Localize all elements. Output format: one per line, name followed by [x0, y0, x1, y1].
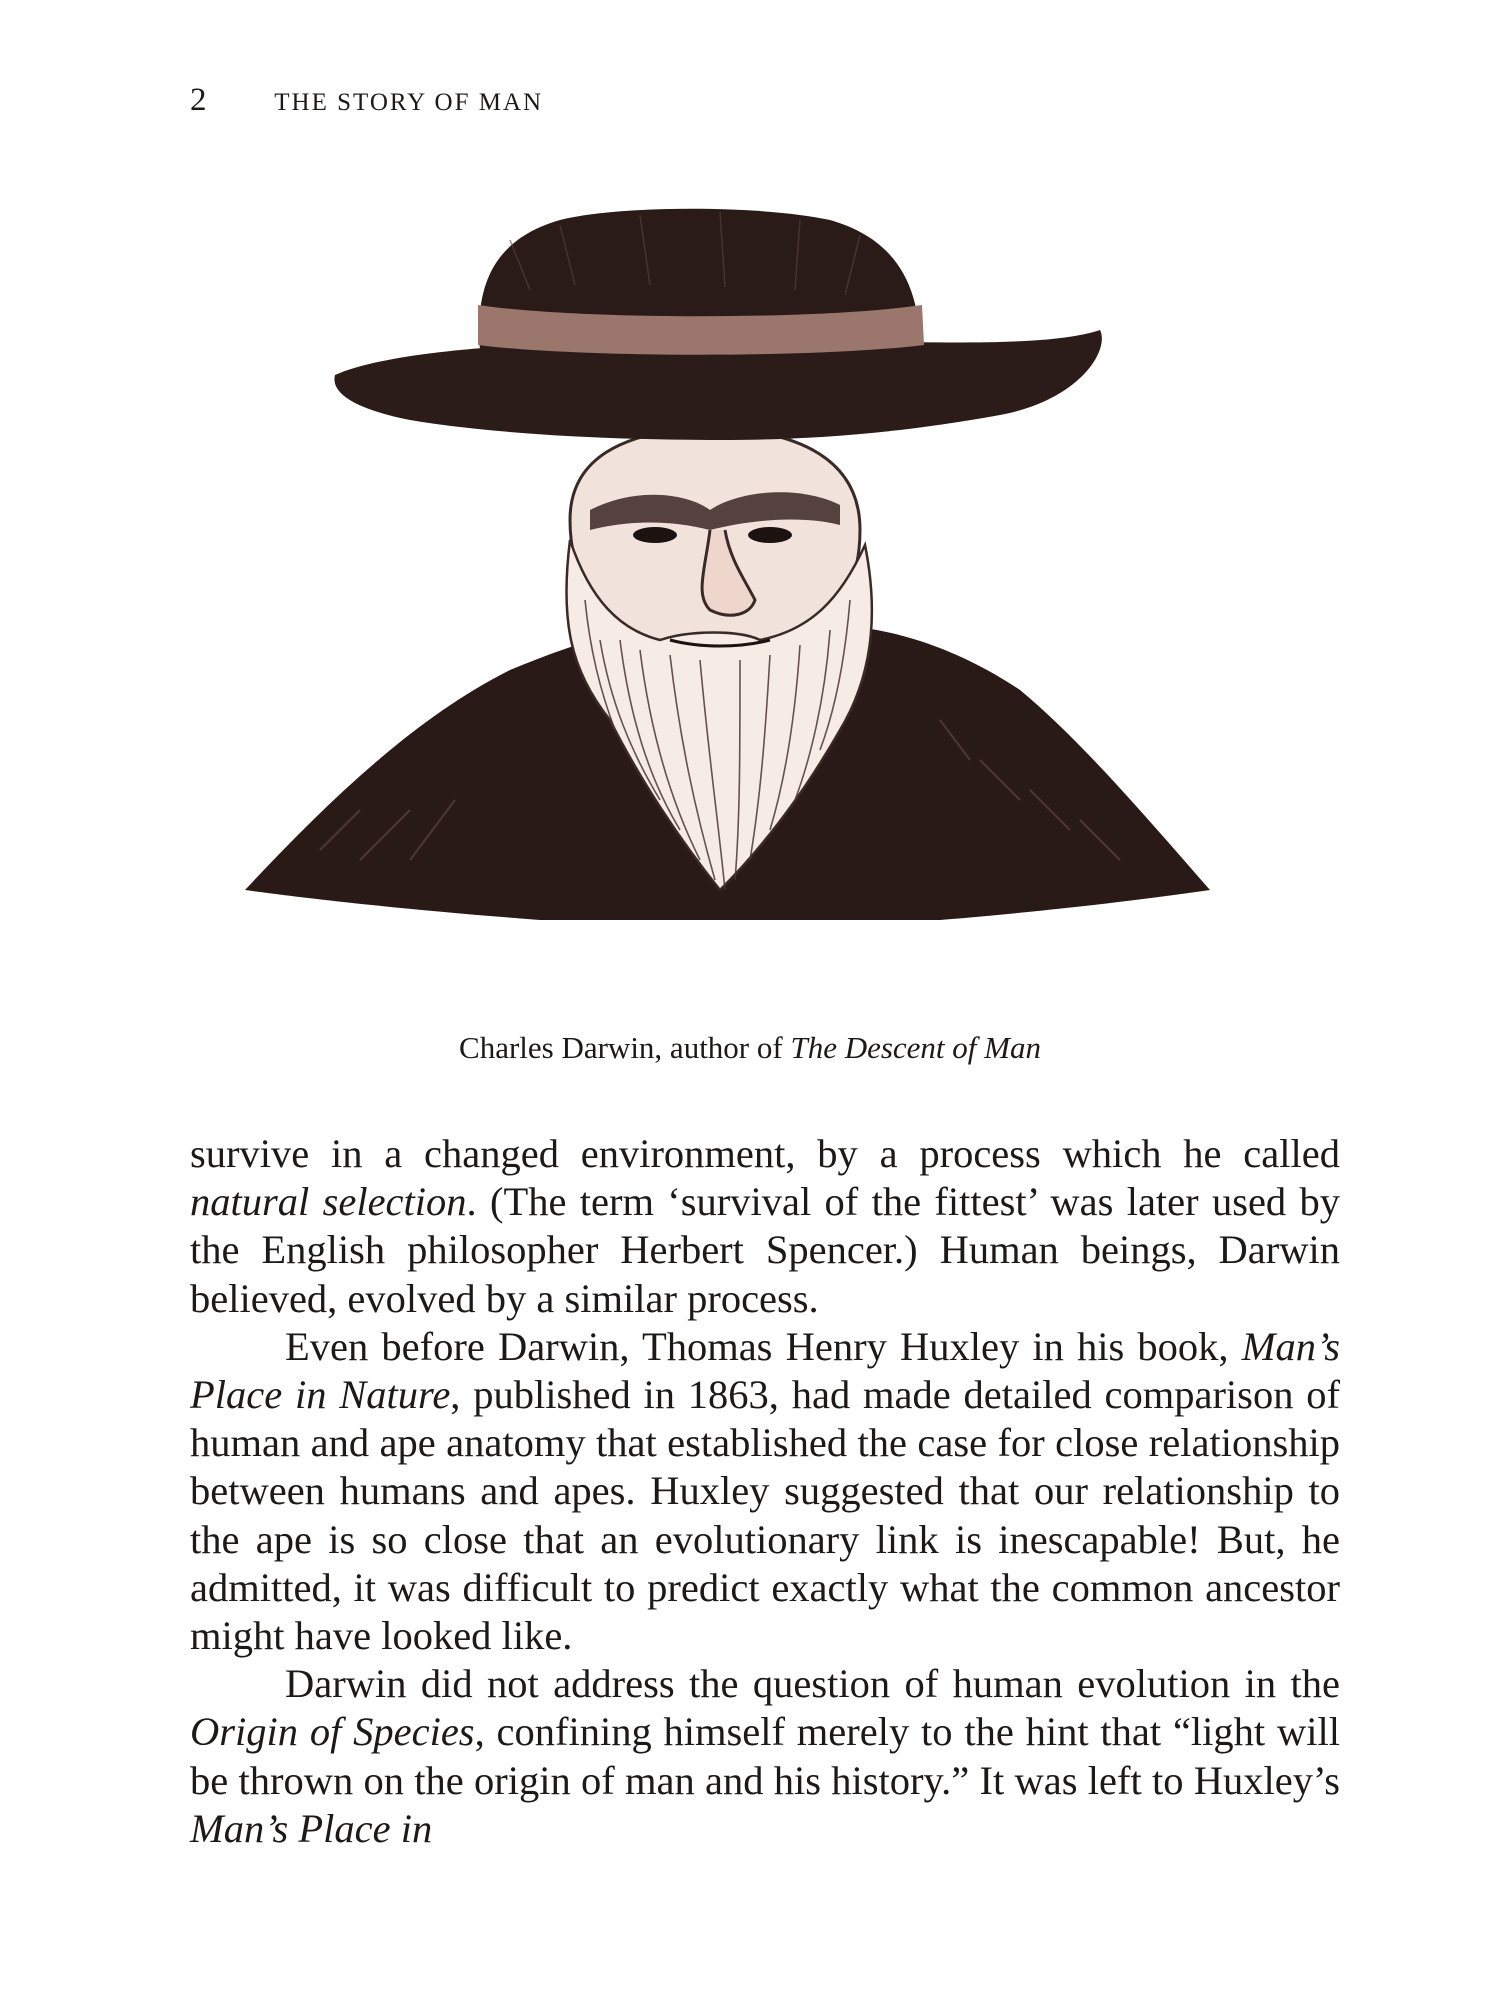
paragraph-3 — [190, 1660, 1340, 1853]
text-segment: Darwin did not address the question of human evolution in the — [285, 1661, 1340, 1707]
paragraph-2 — [190, 1323, 1340, 1660]
italic-book-title: Origin of Species — [190, 1709, 475, 1755]
italic-book-title: Man’s Place in — [190, 1805, 433, 1851]
text-segment: Even before Darwin, Thomas Henry Huxley in his book, — [285, 1323, 1242, 1369]
page-number: 2 — [190, 82, 208, 118]
running-header — [190, 82, 543, 119]
left-eye — [633, 527, 677, 543]
darwin-portrait-illustration — [240, 200, 1220, 980]
text-segment: survive in a changed environment, by a process which he called — [190, 1131, 1340, 1176]
text-segment: , confining himself merely to the hint that “light will be thrown on the origin of man and his history.” It was left to Huxley’s — [190, 1709, 1340, 1803]
text-segment: , published in 1863, had made detailed comparison of human and ape anatomy that established the case for close relationship between humans and apes. Huxley suggested that our relationship to the ape is so close that an evolutionary link is inescapable! But, he admitted, it was difficult to predict exactly what the common ancestor might have looked like. — [190, 1372, 1340, 1659]
italic-term: natural selection — [190, 1179, 467, 1225]
italic-book-title: Man’s Place in Nature — [190, 1323, 1340, 1418]
body-text — [190, 1130, 1340, 1853]
text-segment: . (The term ‘survival of the fittest’ was later used by the English philosopher Herbert Spencer.) Human beings, Darwin believed, evolved by a similar process. — [190, 1179, 1340, 1321]
running-title: THE STORY OF MAN — [274, 89, 544, 116]
caption-book-title: The Descent of Man — [790, 1030, 1041, 1065]
caption-text: Charles Darwin, author of — [459, 1030, 791, 1065]
figure-caption — [0, 1030, 1500, 1066]
right-eye — [748, 527, 792, 543]
paragraph-1 — [190, 1130, 1340, 1323]
